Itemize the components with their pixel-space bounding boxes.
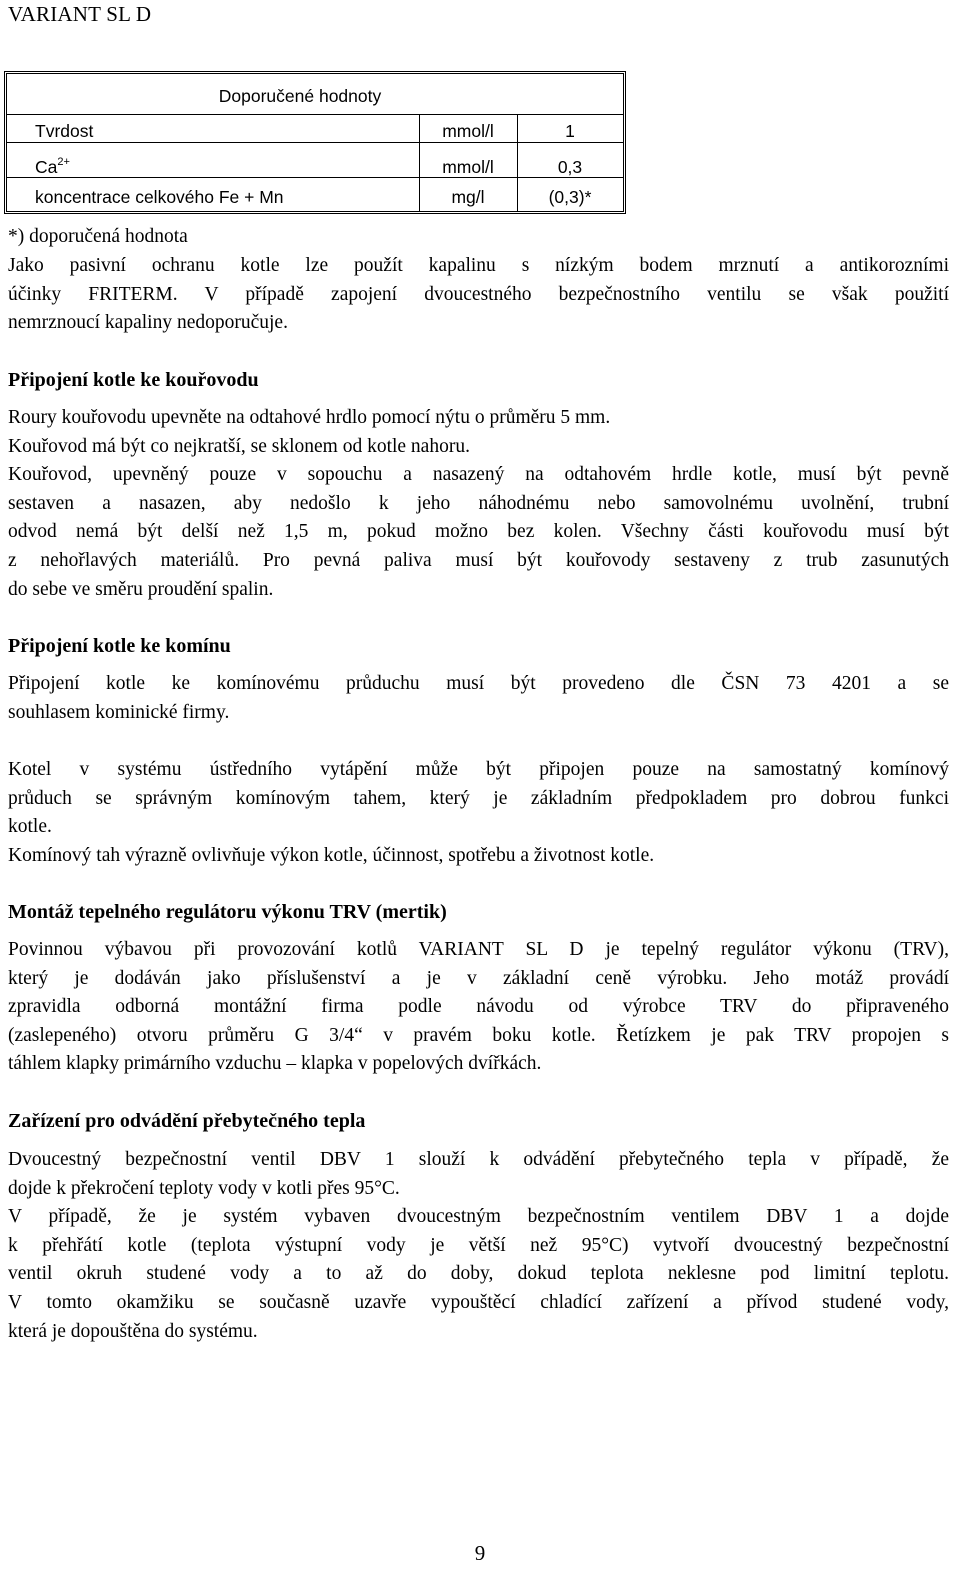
heat-dissipation-paragraph: Dvoucestný bezpečnostní ventil DBV 1 slouží k odvádění přebytečného tepla v případě, že dojde k překročení teploty vody v kotli přes 95°C. V případě, že je systém vybaven dvoucestným bezpečnostním ventilem DBV 1 a dojde k přehřátí kotle (teplota výstupní vody je větší než 95°C) vytvoří dvoucestný bezpečnostní ventil okruh studené vody a to až do doby, dokud teplota neklesne pod limitní teplotu. V tomto okamžiku se současně uzavře vypouštěcí chladící zařízení a přívod studené vody, která je dopouštěna do systému. [8,1149,949,1342]
row-parameter: Tvrdost [35,121,94,141]
chimney-paragraph-1: Připojení kotle ke komínovému průduchu musí být provedeno dle ČSN 73 4201 a se souhlasem kominické firmy. [8,673,949,723]
table-title: Doporučené hodnoty [218,86,382,106]
table-row [7,150,623,184]
chimney-paragraph-2: Kotel v systému ústředního vytápění může být připojen pouze na samostatný komínový průduch se správným komínovým tahem, který je základním předpokladem pro dobrou funkci kotle. Komínový tah výrazně ovlivňuje výkon kotle, účinnost, spotřebu a životnost kotle. [8,759,949,866]
flue-paragraph: Roury kouřovodu upevněte na odtahové hrdlo pomocí nýtu o průměru 5 mm. Kouřovod má být co nejkratší, se sklonem od kotle nahoru. Kouřovod, upevněný pouze v sopouchu a nasazený na odtahovém hrdle kotle, musí být pevně sestaven a nasazen, aby nedošlo k jeho náhodnému nebo samovolnému uvolnění, trubní odvod nemá být delší než 1,5 m, pokud možno bez kolen. Všechny části kouřovodu musí být z nehořlavých materiálů. Pro pevná paliva musí být kouřovody sestaveny z trub zasunutých do sebe ve směru proudění spalin. [8,407,949,600]
intro-paragraph: Jako pasivní ochranu kotle lze použít kapalinu s nízkým bodem mrznutí a antikorozními účinky FRITERM. V případě zapojení dvoucestného bezpečnostního ventilu se však použití nemrznoucí kapaliny nedoporučuje. [8,255,949,334]
section-title-chimney: Připojení kotle ke komínu [8,635,231,657]
page-number: 9 [474,1541,486,1565]
table-row [7,180,623,214]
row-parameter: $Ca^{2+}$ [35,156,70,177]
row-value: 0,3 [557,157,583,177]
section-title-trv: Montáž tepelného regulátoru výkonu TRV (mertik) [8,901,447,923]
row-unit: mg/l [451,187,485,207]
table-footnote: *) doporučená hodnota [8,226,188,247]
section-title-heat-dissipation: Zařízení pro odvádění přebytečného tepla [8,1110,366,1132]
section-title-flue: Připojení kotle ke kouřovodu [8,369,259,391]
trv-paragraph: Povinnou výbavou při provozování kotlů VARIANT SL D je tepelný regulátor výkonu (TRV), který je dodáván jako příslušenství a je v základní ceně výrobku. Jeho motáž provádí zpravidla odborná montážní firma podle návodu od výrobce TRV do připraveného (zaslepeného) otvoru průměru G 3/4“ v pravém boku kotle. Řetízkem je pak TRV propojen s táhlem klapky primárního vzduchu – klapka v popelových dvířkách. [8,939,949,1075]
row-unit: mmol/l [442,157,494,177]
recommended-values-table [4,71,626,214]
row-value: 1 [565,121,575,141]
row-unit: mmol/l [442,121,494,141]
row-value: (0,3)* [548,187,592,207]
document-header: VARIANT SL D [8,2,152,26]
row-parameter: koncentrace celkového Fe + Mn [35,187,284,207]
table-row [7,114,623,148]
